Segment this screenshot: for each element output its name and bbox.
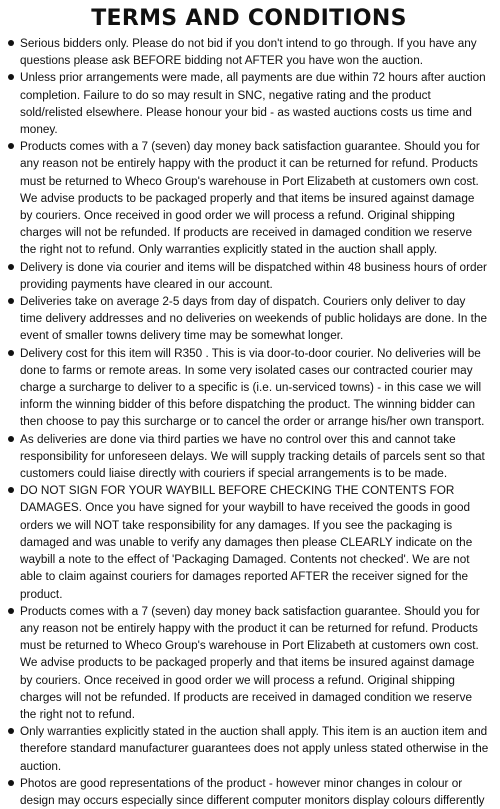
term-item — [8, 603, 490, 723]
bullet-icon — [8, 74, 14, 80]
bullet-icon — [8, 487, 14, 493]
bullet-icon — [8, 264, 14, 270]
term-item — [8, 138, 490, 258]
term-text: Serious bidders only. Please do not bid if you don't intend to go through. If you have any questions please ask BEFORE bidding not AFTER you have won the auction. — [20, 37, 477, 68]
bullet-icon — [8, 298, 14, 304]
page-title: TERMS AND CONDITIONS — [91, 6, 407, 31]
term-text: Deliveries take on average 2-5 days from day of dispatch. Couriers only deliver to day time delivery addresses and no deliveries on weekends of public holidays are done. In the event of smaller towns delivery time may be somewhat longer. — [20, 295, 488, 343]
term-item — [8, 345, 490, 431]
term-text: Unless prior arrangements were made, all payments are due within 72 hours after auction completion. Failure to do so may result in SNC, negative rating and the product sold/relisted elsewhere. Please honour your bid - as wasted auctions costs us time and money. — [20, 71, 486, 137]
term-item — [8, 35, 490, 69]
term-text: As deliveries are done via third parties we have no control over this and cannot take responsibility for unforeseen delays. We will supply tracking details of parcels sent so that customers could liaise directly with couriers if special arrangements is to be made. — [20, 432, 485, 481]
term-text: Delivery is done via courier and items will be dispatched within 48 business hours of order providing payments have cleared in our account. — [20, 260, 487, 291]
term-text: Products comes with a 7 (seven) day money back satisfaction guarantee. Should you for any reason not be entirely happy with the product it can be returned for refund. Products must be returned to Wheco Group's warehouse in Port Elizabeth at customers own cost. We advise products to be packaged properly and that items be insured against damage by couriers. Once received in good order we will process a refund. Original shipping charges will not be refunded. If products are received in damaged condition we reserve the right not to refund. Only warranties explicitly stated in the auction shall apply. — [20, 140, 480, 257]
term-item — [8, 69, 490, 138]
term-text: DO NOT SIGN FOR YOUR WAYBILL BEFORE CHECKING THE CONTENTS FOR DAMAGES. Once you have signed for your waybill to have received the goods in good orders we will NOT take responsibility for any damages. If you see the packaging is damaged and was unable to verify any damages then please CLEARLY indicate on the waybill a note to the effect of 'Packaging Damaged. Contents not checked'. We are not able to claim against couriers for damages reported AFTER the receiver signed for the product. — [20, 484, 473, 601]
term-item — [8, 482, 490, 602]
bullet-icon — [8, 780, 14, 786]
bullet-icon — [8, 728, 14, 734]
bullet-icon — [8, 436, 14, 442]
term-item — [8, 431, 490, 483]
term-item — [8, 723, 490, 775]
bullet-icon — [8, 350, 14, 356]
term-item — [8, 259, 490, 293]
term-item — [8, 775, 490, 809]
bullet-icon — [8, 608, 14, 614]
term-item — [8, 293, 490, 345]
term-text: Photos are good representations of the product - however minor changes in colour or design may occurs especially since different computer monitors display colours differently — [20, 776, 485, 807]
bullet-icon — [8, 40, 14, 46]
term-text: Products comes with a 7 (seven) day money back satisfaction guarantee. Should you for any reason not be entirely happy with the product it can be returned for refund. Products must be returned to Wheco Group's warehouse in Port Elizabeth at customers own cost. We advise products to be packaged properly and that items be insured against damage by couriers. Once received in good order we will process a refund. Original shipping charges will not be refunded. If products are received in damaged condition we reserve the right not to refund. — [20, 604, 480, 721]
term-text: Only warranties explicitly stated in the auction shall apply. This item is an auction item and therefore standard manufacturer guarantees does not apply unless stated otherwise in the auction. — [20, 725, 489, 773]
terms-list — [8, 35, 490, 809]
term-text: Delivery cost for this item will R350 . This is via door-to-door courier. No deliveries will be done to farms or remote areas. In some very isolated cases our contracted courier may charge a surcharge to deliver to a specific is (i.e. un-serviced towns) - in this case we will inform the winning bidder of this before dispatching the product. The winning bidder can then choose to pay this surcharge or to cancel the order or arrange his/her own transport. — [20, 346, 485, 429]
bullet-icon — [8, 143, 14, 149]
